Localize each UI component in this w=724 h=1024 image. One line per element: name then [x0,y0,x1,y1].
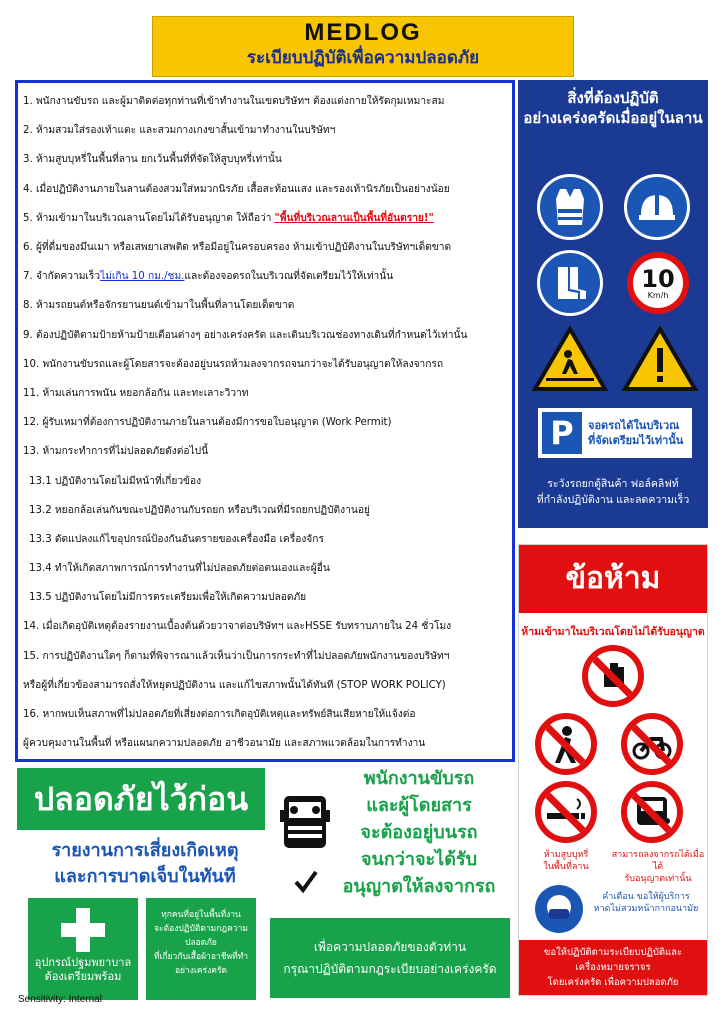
sensitivity-label: Sensitivity: Internal [18,994,102,1005]
rule-text: 13.3 ดัดแปลงแก้ไขอุปกรณ์ป้องกันอันตรายของเครื่องมือ เครื่องจักร [29,533,324,545]
rule-text: 9. ต้องปฏิบัติตามป้ายห้ามป้ายเตือนต่างๆ อย่างเคร่งครัด และเดินบริเวณช่องทางเดินที่กำหนดไว้เท่านั้น [23,329,468,341]
danger-zone-warning: "พื้นที่บริเวณลานเป็นพื้นที่อันตราย!" [274,212,434,224]
no-walking-icon [535,713,597,775]
rule-text: 4. เมื่อปฏิบัติงานภายในลานต้องสวมใส่หมวกนิรภัย เสื้อสะท้อนแสง และรองเท้านิรภัยเป็นอย่างน้อย [23,183,450,195]
rule-item [23,525,506,554]
forklift-caution-line1: ระวังรถยกตู้สินค้า ฟอล์คลิฟท์ [547,478,679,490]
rule-item [23,379,506,408]
rule-text: 1. พนักงานขับรถ และผู้มาติดต่อทุกท่านที่เข้าทำงานในเขตบริษัทฯ ต้องแต่งกายให้รัดกุมเหมาะสม [23,96,445,108]
report-incident-text: รายงานการเสี่ยงเกิดเหตุ และการบาดเจ็บในทันที [51,840,239,887]
first-aid-text: อุปกรณ์ปฐมพยาบาล ต้องเตรียมพร้อม [34,956,132,983]
prohibited-title: ข้อห้าม [519,545,707,613]
driver-footer [270,918,510,998]
prohibited-panel [518,544,708,996]
rule-text: 15. การปฏิบัติงานใดๆ ก็ตามที่พิจารณาแล้วเห็นว่าเป็นการกระทำที่ไม่ปลอดภัยพนักงานของบริษัทฯ [23,650,450,662]
mandatory-title-line1: สิ่งที่ต้องปฏิบัติ [567,89,659,107]
rule-item [23,145,506,174]
rule-item [23,642,506,671]
forklift-caution [522,476,704,508]
rule-item [23,321,506,350]
rule-item [23,350,506,379]
rule-item [23,116,506,145]
no-exit-truck-icon [621,781,683,843]
rule-text: 13.4 ทำให้เกิดสภาพการณ์การทำงานที่ไม่ปลอดภัยต่อตนเองและผู้อื่น [29,563,330,575]
rules-list [15,80,515,762]
rule-text: 3. ห้ามสูบบุหรี่ในพื้นที่ลาน ยกเว้นพื้นที่ที่จัดให้สูบบุหรี่เท่านั้น [23,154,282,166]
rule-text: 14. เมื่อเกิดอุบัติเหตุต้องรายงานเบื้องต้นด้วยวาจาต่อบริษัทฯ และHSSE รับทราบภายใน 24 ชั่วโมง [23,621,452,633]
rule-text: ผู้ควบคุมงานในพื้นที่ หรือแผนกความปลอดภัย อาชีวอนามัย และสภาพแวดล้อมในการทำงาน [23,738,426,750]
caption-exit-vehicle: สามารถลงจากรถได้เมื่อได้ รับอนุญาตเท่านั้น [611,850,705,884]
caption-face-mask: คำเตือน ขอให้ผู้บริการ หาดไม่สวมหน้ากากอนามัย [593,892,699,914]
rule-text: 13. ห้ามกระทำการที่ไม่ปลอดภัยดังต่อไปนี้ [23,446,209,458]
speed-limit-value: 10 [641,264,675,293]
rule-item [23,554,506,583]
rule-text: 2. ห้ามสวมใส่รองเท้าแตะ และสวมกางเกงขาสั้นเข้ามาทำงานในบริษัทฯ [23,125,336,137]
driver-footer-line1: เพื่อความปลอดภัยของตัวท่าน [313,940,467,954]
forklift-caution-line2: ที่กำลังปฏิบัติงาน และลดความเร็ว [536,494,690,506]
rule-text: 6. ผู้ที่ดื่มของมึนเมา หรือเสพยาเสพติด หรือมีอยู่ในครอบครอง ห้ามเข้าปฏิบัติงานในบริษัทฯเด็ดขาด [23,242,452,254]
warning-triangle-icon [622,326,698,396]
rule-text: 11. ห้ามเล่นการพนัน หยอกล้อกัน และทะเลาะวิวาท [23,387,249,399]
driver-footer-line2: กรุณาปฏิบัติตามกฎระเบียบอย่างเคร่งครัด [283,962,497,976]
speed-limit-text: ไม่เกิน 10 กม./ชม. [100,271,185,283]
parking-line2: ที่จัดเตรียมไว้เท่านั้น [588,434,684,447]
truck-icon [280,792,330,906]
company-logo: MEDLOG [304,19,422,46]
rule-item [23,87,506,116]
rule-text-rest: และต้องจอดรถในบริเวณที่จัดเตรียมไว้ให้เท่านั้น [184,271,394,283]
driver-message: พนักงานขับรถ และผู้โดยสาร จะต้องอยู่บนรถ จนกว่าจะได้รับ อนุญาตให้ลงจากรถ [342,768,496,897]
rule-item [23,466,506,495]
parking-icon: P [542,412,582,454]
rule-text: 7. จำกัดความเร็ว [23,271,101,283]
speed-limit-unit: Km/h [647,290,669,300]
rule-text: 8. ห้ามรถยนต์หรือจักรยานยนต์เข้ามาในพื้นที่ลานโดยเด็ดขาด [23,300,295,312]
no-entry-hand-icon [582,645,644,707]
page-title: ระเบียบปฏิบัติเพื่อความปลอดภัย [246,48,480,68]
no-motorcycle-icon [621,713,683,775]
rule-item [23,262,506,291]
safety-boots-icon [537,250,603,316]
caption-no-smoking: ห้ามสูบบุหรี่ ในพื้นที่ลาน [543,850,589,872]
rule-item [23,496,506,525]
parking-sign [538,408,692,458]
rule-text: 5. ห้ามเข้ามาในบริเวณลานโดยไม่ได้รับอนุญาต ให้ถือว่า [23,212,272,224]
rule-text: 10. พนักงานขับรถและผู้โดยสารจะต้องอยู่บนรถห้ามลงจากรถจนกว่าจะได้รับอนุญาตให้ลงจากรถ [23,358,444,370]
rule-item [23,437,506,466]
mandatory-title-line2: อย่างเคร่งครัดเมื่ออยู่ในลาน [523,109,703,127]
first-aid-card [28,898,138,1000]
header-banner [152,16,574,77]
rule-item [23,583,506,612]
rule-text: 16. หากพบเห็นสภาพที่ไม่ปลอดภัยที่เสี่ยงต่อการเกิดอุบัติเหตุและทรัพย์สินเสียหายให้แจ้งต่อ [23,709,416,721]
rule-item [23,729,506,758]
rule-item [23,175,506,204]
rule-item [23,612,506,641]
ppe-note: ทุกคนที่อยู่ในพื้นที่งาน จะต้องปฏิบัติตามกฎความปลอดภัย ที่เกี่ยวกับเสื้อผ้าอาชีพที่ทำ อย่างเคร่งครัด [146,898,256,1000]
rule-item [23,291,506,320]
rule-text: 13.1 ปฏิบัติงานโดยไม่มีหน้าที่เกี่ยวข้อง [29,475,202,487]
parking-line1: จอดรถได้ในบริเวณ [588,419,680,432]
rule-item [23,700,506,729]
safety-vest-icon [537,174,603,240]
rule-text: หรือผู้ที่เกี่ยวข้องสามารถสั่งให้หยุดปฏิบัติงาน และแก้ไขสภาพนั้นได้ทันที (STOP WORK POLICY) [23,679,446,691]
prohibited-subtitle: ห้ามเข้ามาในบริเวณโดยไม่ได้รับอนุญาต [521,626,705,638]
rule-item [23,671,506,700]
first-aid-icon [61,908,105,952]
speed-limit-sign [627,252,689,314]
pedestrian-warning-icon [532,326,608,396]
rule-text: 13.5 ปฏิบัติงานโดยไม่มีการตระเตรียมเพื่อให้เกิดความปลอดภัย [29,592,307,604]
rule-item [23,204,506,233]
rule-item [23,233,506,262]
prohibited-footer: ขอให้ปฏิบัติตามระเบียบปฏิบัติและเครื่องหมายจราจร โดยเคร่งครัด เพื่อความปลอดภัย [519,940,707,995]
safety-first-banner: ปลอดภัยไว้ก่อน [17,768,265,830]
rule-item [23,408,506,437]
rule-text: 12. ผู้รับเหมาที่ต้องการปฏิบัติงานภายในลานต้องมีการขอใบอนุญาต (Work Permit) [23,417,392,429]
hard-hat-icon [624,174,690,240]
face-mask-icon [535,885,583,933]
no-smoking-icon [535,781,597,843]
rule-text: 13.2 หยอกล้อเล่นกันขณะปฏิบัติงานกับรถยก หรือบริเวณที่มีรถยกปฏิบัติงานอยู่ [29,504,370,516]
